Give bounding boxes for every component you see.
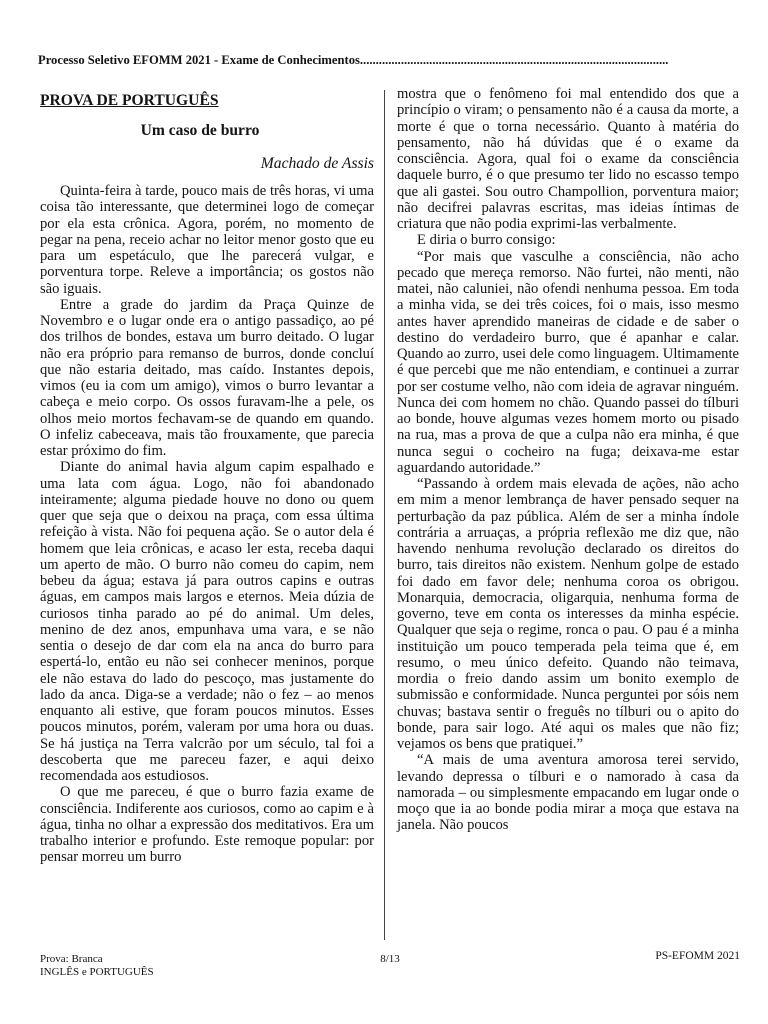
exam-header: Processo Seletivo EFOMM 2021 - Exame de Conhecimentos.................................................................................................. xyxy=(38,53,669,67)
footer-left xyxy=(40,953,154,978)
paragraph: “Por mais que vasculhe a consciência, não acho pecado que mereça remorso. Não furtei, não menti, não matei, não caluniei, não ofendi nenhuma pessoa. Em toda a minha vida, se dei três coices, foi o mais, isso mesmo antes haver aprendido maneiras de cidade e de saber o destino do verdadeiro burro, que é apanhar e calar. Quando ao zurro, usei dele como linguagem. Ultimamente é que percebi que me não entendiam, e continuei a zurrar por ser costume velho, não com ideia de agravar ninguém. Nunca dei com homem no chão. Quando passei do tílburi ao bonde, houve algumas vezes homem morto ou pisado na rua, mas a prova de que a culpa não era minha, é que nunca segui o cocheiro na fuga; deixava-me estar aguardando autoridade.” xyxy=(397,248,739,476)
paragraph: “Passando à ordem mais elevada de ações, não acho em mim a menor lembrança de haver pensado sequer na perturbação da paz pública. Além de ser a minha índole contrária a arruaças, a própria reflexão me diz que, não havendo nenhuma revolução declarado os direitos do burro, tais direitos não existem. Nenhum golpe de estado foi dado em favor dele; nenhuma coroa os obrigou. Monarquia, democracia, oligarquia, nenhuma forma de governo, teve em conta os interesses da minha espécie. Qualquer que seja o regime, ronca o pau. O pau é a minha instituição um pouco temperada pela teima que é, em resumo, o meu único defeito. Quando não teimava, mordia o freio dando assim um bonito exemplo de submissão e conformidade. Nunca perguntei por sóis nem chuvas; bastava sentir o freguês no tílburi ou o apito do bonde, para sair logo. Até aqui os males que não fiz; vejamos os bens que pratiquei.” xyxy=(397,476,739,752)
paragraph: Diante do animal havia algum capim espalhado e uma lata com água. Logo, não foi abandonado inteiramente; alguma piedade houve no dono ou quem quer que seja que o deixou na praça, com essa última refeição à vista. Não foi pequena ação. Se o autor dela é homem que leia crônicas, e acaso ler esta, receba daqui um aperto de mão. O burro não comeu do capim, nem bebeu da água; estava já para outros capins e outras águas, em campos mais largos e eternos. Meia dúzia de curiosos tinha parado ao pé do animal. Um deles, menino de dez anos, empunhava uma vara, e se não sentia o desejo de dar com ela na anca do burro para espertá-lo, então eu não sei conhecer meninos, porque ele não estava do lado do pescoço, mas justamente do lado da anca. Diga-se a verdade; não o fez – ao menos enquanto ali estive, que foram poucos minutos. Esses poucos minutos, porém, valeram por uma hora ou duas. Se há justiça na Terra valcrão por um século, tal foi a descoberta que me pareceu fazer, e aqui deixo recomendada aos estudiosos. xyxy=(40,459,374,784)
text-title: Um caso de burro xyxy=(140,122,260,139)
paragraph: Entre a grade do jardim da Praça Quinze de Novembro e o lugar onde era o antigo passadiço, ao pé dos trilhos de bondes, estava um burro deitado. O lugar não era próprio para remanso de burros, donde concluí que não estaria deitado, mas caído. Instantes depois, vimos (eu ia com um amigo), vimos o burro levantar a cabeça e meio corpo. Os ossos furavam-lhe a pele, os olhos meio mortos fechavam-se de quando em quando. O infeliz cabeceava, mais tão frouxamente, que parecia estar próximo do fim. xyxy=(40,296,374,459)
left-column xyxy=(40,183,374,866)
paragraph: “A mais de uma aventura amorosa terei servido, levando depressa o tílburi e o namorado à casa da namorada – ou simplesmente empacando em lugar onde o moço que ia ao bonde podia mirar a moça que estava na janela. Não poucos xyxy=(397,752,739,834)
paragraph: Quinta-feira à tarde, pouco mais de três horas, vi uma coisa tão interessante, que determinei logo de começar por ela esta crônica. Agora, porém, no momento de pegar na pena, receio achar no leitor menor gosto que eu para um espetáculo, que lhe parecerá vulgar, e porventura torpe. Releve a importância; os gostos não são iguais. xyxy=(40,183,374,297)
right-column xyxy=(397,86,739,834)
section-title: PROVA DE PORTUGUÊS xyxy=(40,92,219,109)
page-number: 8/13 xyxy=(380,953,400,965)
paragraph: mostra que o fenômeno foi mal entendido dos que a princípio o viram; o pensamento não é a causa da morte, a morte é que o torna necessário. Quanto à matéria do pensamento, não há dúvidas que é o exame da consciência. Agora, qual foi o exame da consciência daquele burro, é o que presumo ter lido no escasso tempo que ali gastei. Sou outro Champollion, porventura maior; não decifrei palavras escritas, mas ideias íntimas de criatura que não podia exprimi-las verbalmente. xyxy=(397,86,739,232)
footer-subject: INGLÊS e PORTUGUÊS xyxy=(40,965,154,978)
footer-code: PS-EFOMM 2021 xyxy=(655,950,740,962)
text-author: Machado de Assis xyxy=(260,155,374,172)
footer-prova: Prova: Branca xyxy=(40,953,103,965)
paragraph: O que me pareceu, é que o burro fazia exame de consciência. Indiferente aos curiosos, como ao capim e à água, tinha no olhar a expressão dos meditativos. Era um trabalho interior e profundo. Este remoque popular: por pensar morreu um burro xyxy=(40,784,374,866)
column-divider xyxy=(384,90,385,940)
paragraph: E diria o burro consigo: xyxy=(417,232,556,249)
